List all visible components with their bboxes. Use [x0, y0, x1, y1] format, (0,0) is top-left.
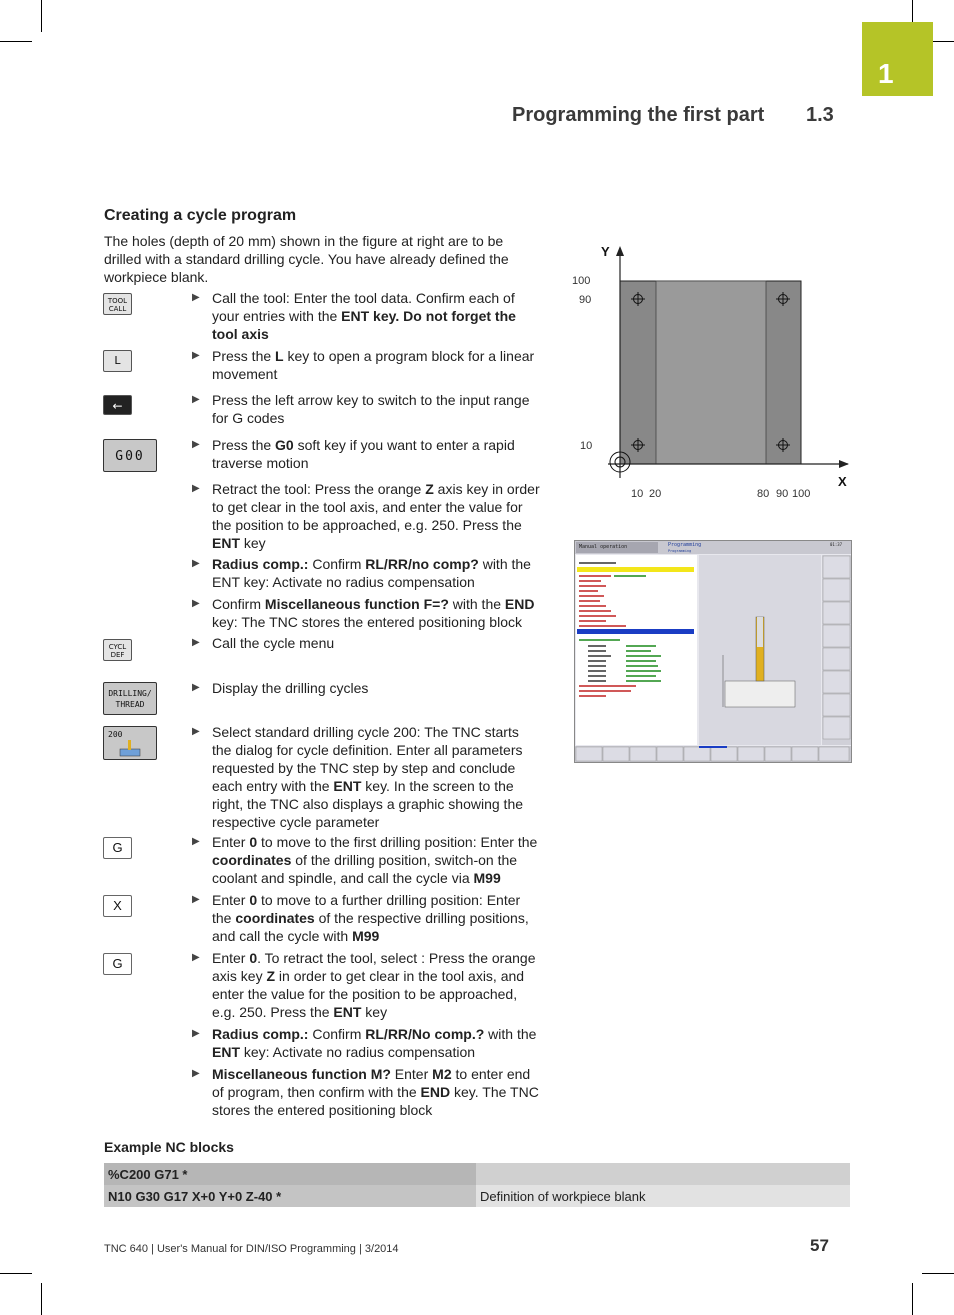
g00-softkey[interactable]: G00 [103, 439, 157, 472]
arrow-bullet-icon: ▶ [192, 292, 200, 303]
workpiece-figure [568, 238, 858, 508]
linear-key[interactable]: L [103, 350, 132, 372]
arrow-bullet-icon: ▶ [192, 952, 200, 963]
axis-label-y: Y [601, 244, 610, 259]
arrow-bullet-icon: ▶ [192, 1028, 200, 1039]
screen-softkey-row [575, 746, 851, 762]
arrow-bullet-icon: ▶ [192, 439, 200, 450]
y-tick-label: 90 [579, 294, 592, 306]
nc-desc-cell [476, 1163, 850, 1185]
crop-mark [0, 41, 32, 42]
nc-code-cell: %C200 G71 * [104, 1163, 476, 1185]
x-tick-label: 20 [649, 488, 662, 500]
screen-graphic-pane [699, 555, 821, 745]
left-arrow-key[interactable]: ← [103, 395, 132, 415]
screen-vertical-softkeys [822, 555, 851, 745]
intro-paragraph: The holes (depth of 20 mm) shown in the figure at right are to be drilled with a standard drilling cycle. You have already defined the workpiece blank. [104, 233, 509, 285]
page-number: 57 [810, 1236, 829, 1255]
chapter-number: 1 [878, 58, 894, 89]
y-tick-label: 10 [580, 440, 593, 452]
cycl-def-key[interactable]: CYCL DEF [103, 639, 132, 661]
x-key[interactable]: X [103, 895, 132, 917]
screen-mode-programming: Programming Programming [668, 542, 702, 553]
x-tick-label: 100 [792, 488, 811, 500]
arrow-bullet-icon: ▶ [192, 1068, 200, 1079]
x-tick-label: 90 [776, 488, 789, 500]
nc-blocks-table [104, 1163, 850, 1207]
running-header-title: Programming the first part [512, 104, 765, 126]
step-item: ▶ Press the left arrow key to switch to the input range for G codes [192, 392, 530, 426]
screen-time: 01:37 [830, 542, 843, 547]
tnc-screen-screenshot [574, 540, 852, 763]
step-item: ▶ Press the L key to open a program block for a linear movement [192, 348, 535, 382]
g-key[interactable]: G [103, 953, 132, 975]
workpiece-pocket [656, 281, 766, 464]
y-axis-arrow-icon [616, 246, 624, 256]
arrow-bullet-icon: ▶ [192, 682, 200, 693]
screen-horizontal-softkeys [575, 746, 851, 762]
arrow-bullet-icon: ▶ [192, 726, 200, 737]
step-item: ▶ Enter 0 to move to a further drilling position: Enter the coordinates of the respective drilling positions, and call the cycle with M99 [192, 892, 529, 944]
step-item: ▶ Confirm Miscellaneous function F=? with the END key: The TNC stores the entered positioning block [192, 596, 535, 630]
step-item: ▶ Miscellaneous function M? Enter M2 to enter end of program, then confirm with the END key. The TNC stores the entered positioning block [192, 1066, 539, 1118]
step-item: ▶ Press the G0 soft key if you want to enter a rapid traverse motion [192, 437, 515, 471]
cycle-200-softkey[interactable] [103, 726, 157, 760]
arrow-bullet-icon: ▶ [192, 558, 200, 569]
screen-softkey-grid [822, 555, 851, 745]
arrow-bullet-icon: ▶ [192, 836, 200, 847]
screen-mode-manual: Manual operation [576, 542, 658, 553]
step-item: ▶ Retract the tool: Press the orange Z axis key in order to get clear in the tool axis, and enter the value for the position to be approached, e.g. 250. Press the ENT key [192, 481, 540, 551]
drilling-thread-softkey[interactable]: DRILLING/ THREAD [103, 682, 157, 715]
screen-code-lines [576, 555, 697, 745]
chapter-tab [862, 22, 933, 96]
x-tick-label: 10 [631, 488, 644, 500]
drill-icon [118, 739, 142, 757]
screen-program-pane [576, 555, 697, 745]
step-item: ▶ Enter 0. To retract the tool, select : Press the orange axis key Z in order to get clear in the tool axis, and enter the value for the position to be approached, e.g. 250. Press the ENT key [192, 950, 536, 1020]
crop-mark [0, 1273, 32, 1274]
section-heading: Creating a cycle program [104, 207, 297, 224]
crop-mark [41, 1283, 42, 1315]
nc-code-cell: N10 G30 G17 X+0 Y+0 Z-40 * [104, 1185, 476, 1207]
arrow-bullet-icon: ▶ [192, 598, 200, 609]
arrow-bullet-icon: ▶ [192, 350, 200, 361]
arrow-bullet-icon: ▶ [192, 894, 200, 905]
x-tick-label: 80 [757, 488, 770, 500]
arrow-bullet-icon: ▶ [192, 483, 200, 494]
cycle-200-label: 200 [108, 730, 123, 739]
footer-text: TNC 640 | User's Manual for DIN/ISO Programming | 3/2014 [104, 1243, 399, 1255]
step-item: ▶ Enter 0 to move to the first drilling position: Enter the coordinates of the drilling position, switch-on the coolant and spindle, and call the cycle via M99 [192, 834, 538, 886]
step-item: ▶ Call the cycle menu [192, 635, 335, 651]
crop-mark [41, 0, 42, 32]
step-item: ▶ Call the tool: Enter the tool data. Confirm each of your entries with the ENT key. Do not forget the tool axis [192, 290, 516, 342]
tool-call-key[interactable]: TOOL CALL [103, 293, 132, 315]
table-row [104, 1185, 850, 1207]
step-item: ▶ Select standard drilling cycle 200: The TNC starts the dialog for cycle definition. Enter all parameters requested by the TNC step by step and conclude each entry with the ENT key. In the screen to the right, the TNC also displays a graphic showing the respective cycle parameter [192, 724, 524, 830]
step-item: ▶ Display the drilling cycles [192, 680, 369, 696]
x-axis-arrow-icon [839, 460, 849, 468]
nc-desc-cell: Definition of workpiece blank [476, 1185, 850, 1207]
example-heading: Example NC blocks [104, 1139, 234, 1155]
g-key[interactable]: G [103, 837, 132, 859]
crop-mark [922, 1273, 954, 1274]
crop-mark [912, 1283, 913, 1315]
screen-drill-graphic [699, 555, 821, 745]
y-tick-label: 100 [572, 275, 591, 287]
arrow-bullet-icon: ▶ [192, 394, 200, 405]
table-row [104, 1163, 850, 1185]
step-item: ▶ Radius comp.: Confirm RL/RR/no comp? with the ENT key: Activate no radius compensation [192, 556, 531, 590]
arrow-bullet-icon: ▶ [192, 637, 200, 648]
axis-label-x: X [838, 474, 847, 489]
step-item: ▶ Radius comp.: Confirm RL/RR/No comp.? with the ENT key: Activate no radius compensation [192, 1026, 537, 1060]
running-header-section: 1.3 [806, 104, 834, 126]
